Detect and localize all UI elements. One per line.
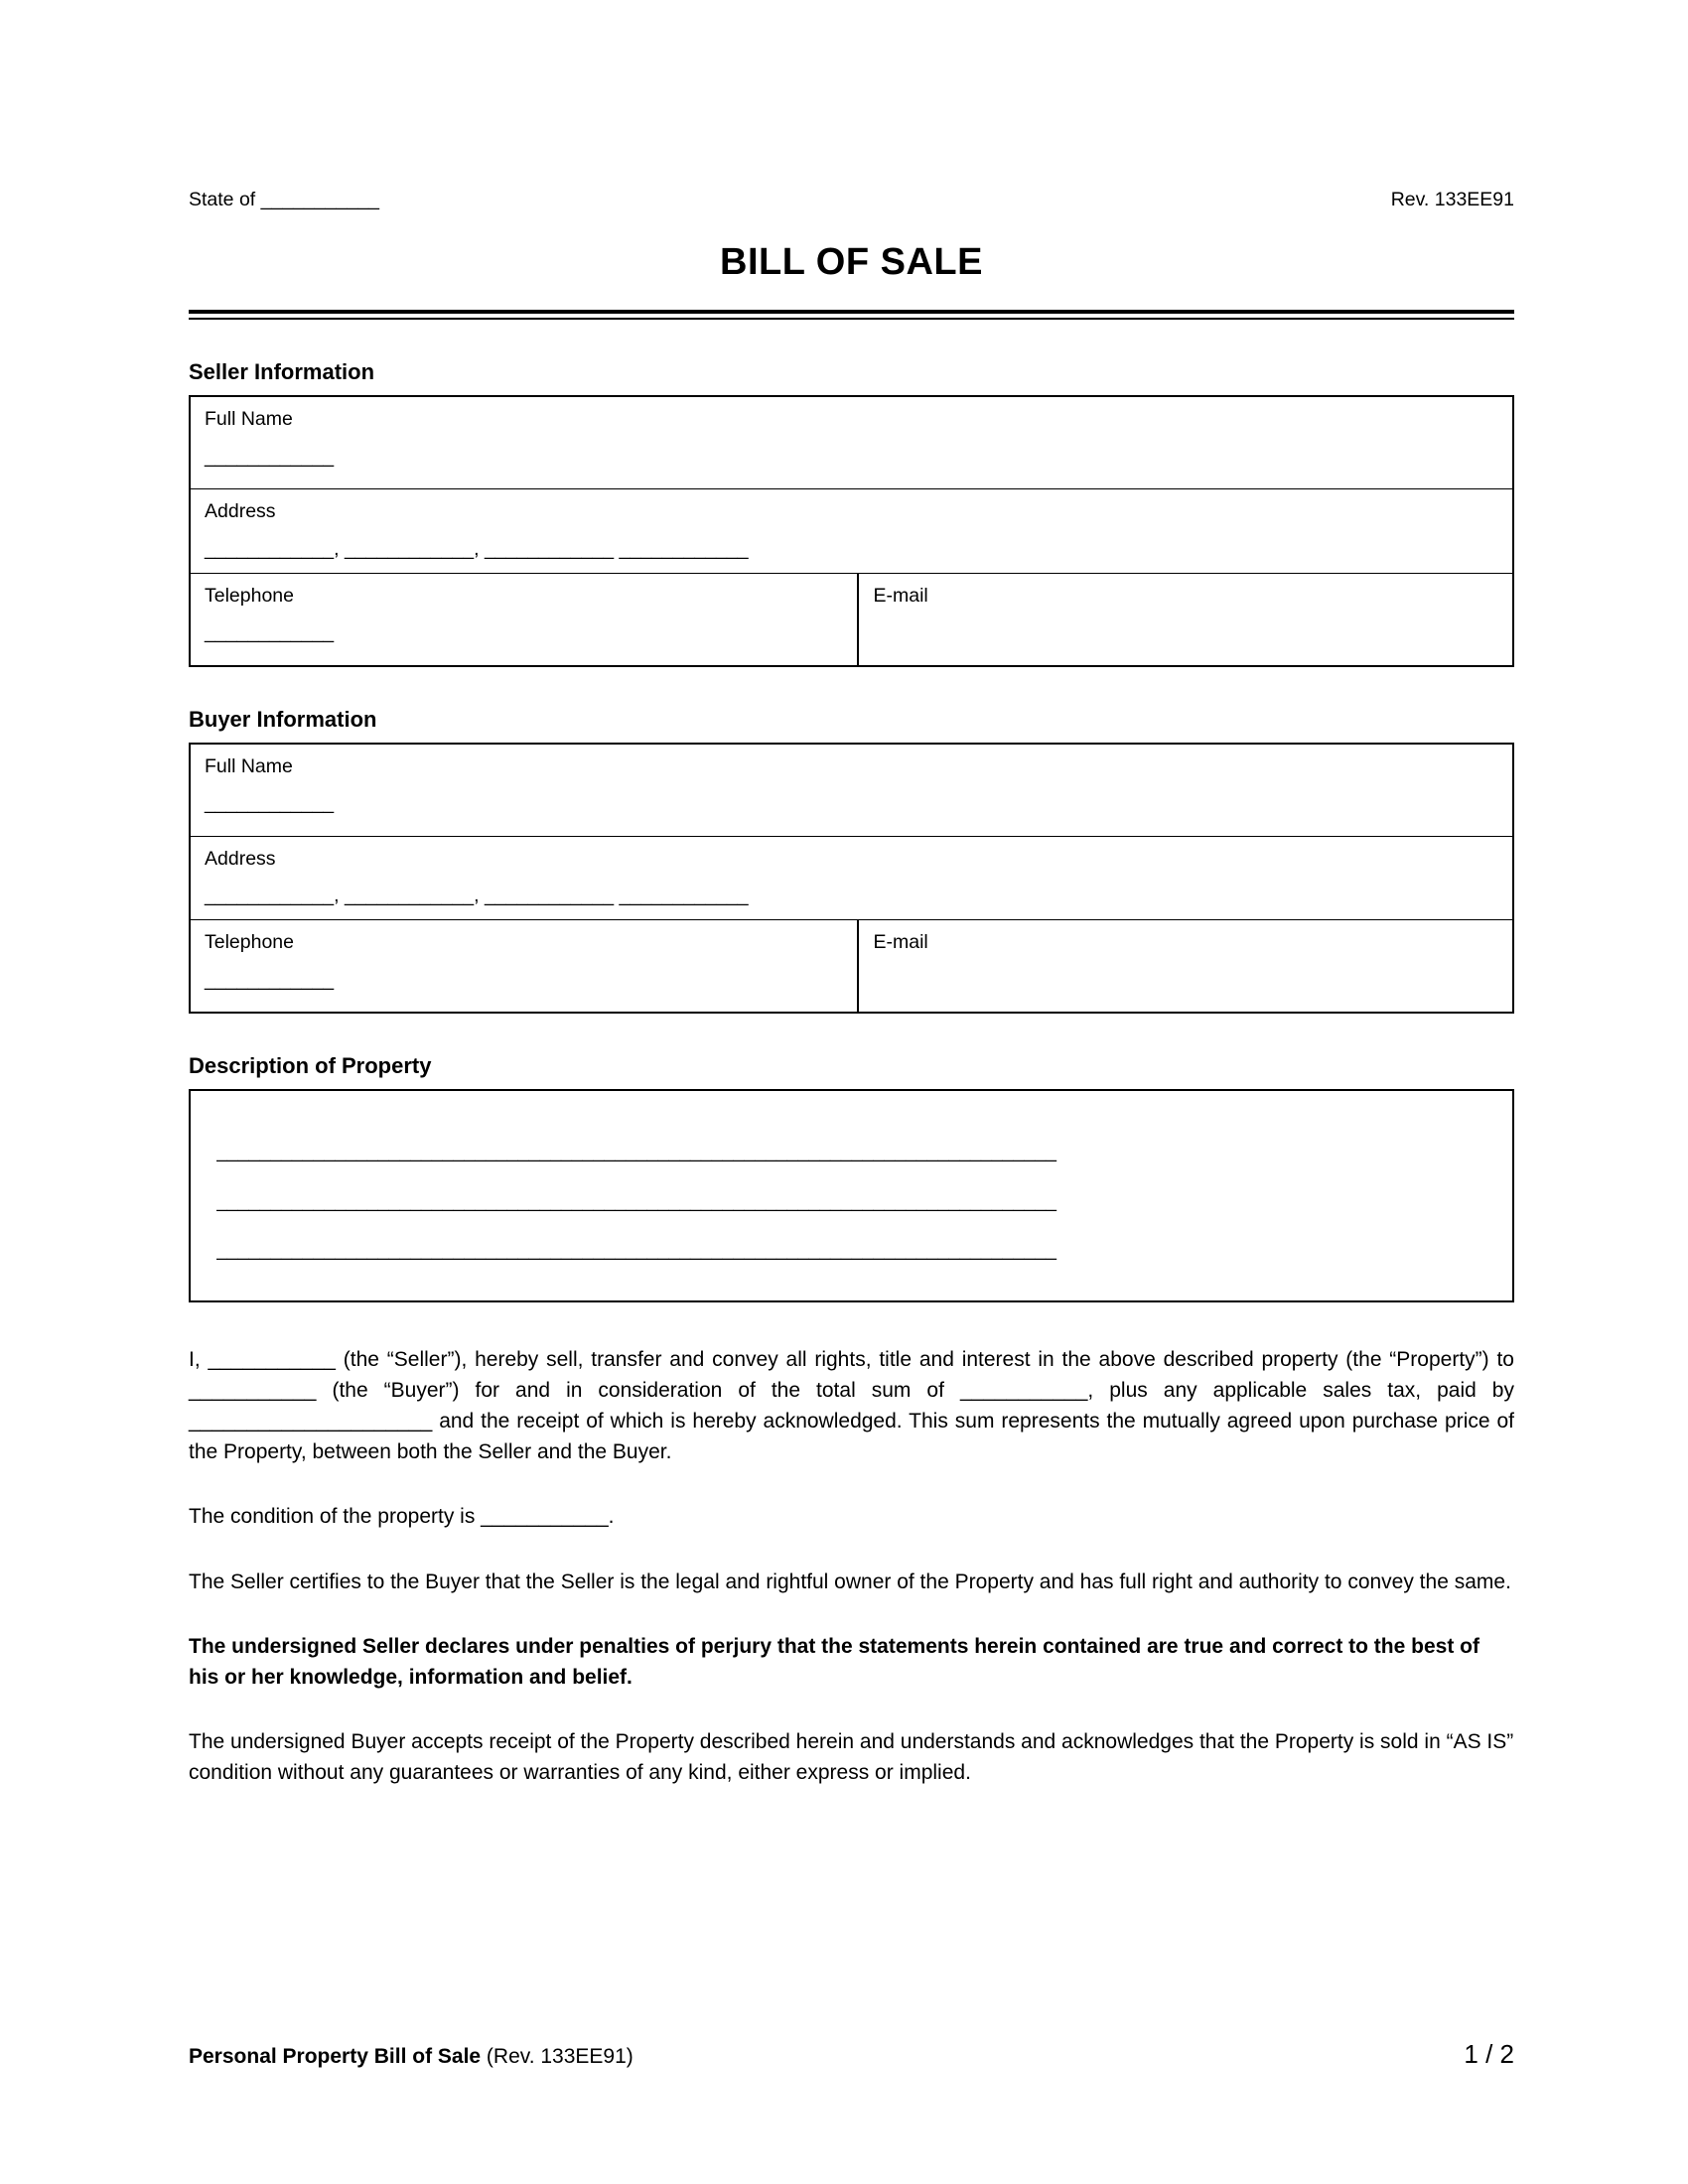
revision-code: Rev. 133EE91	[1390, 189, 1514, 210]
perjury-declaration-paragraph: The undersigned Seller declares under penalties of perjury that the statements herein contained are true and correct to the best of his or her knowledge, information and belief.	[189, 1634, 1479, 1689]
seller-address-row	[191, 489, 1512, 573]
buyer-fullname-input[interactable]: ____________	[205, 792, 335, 815]
buyer-telephone-label: Telephone	[205, 931, 294, 954]
seller-fullname-cell[interactable]	[191, 397, 1512, 488]
buyer-address-label: Address	[205, 847, 276, 870]
property-section-heading: Description of Property	[189, 1053, 432, 1079]
title-divider	[189, 310, 1514, 320]
divider-thick	[189, 310, 1514, 314]
seller-address-input[interactable]: ____________, ____________, ____________ ____________	[205, 537, 749, 560]
divider-thin	[189, 318, 1514, 320]
seller-email-cell[interactable]	[859, 574, 1512, 665]
buyer-telephone-cell[interactable]	[191, 920, 859, 1012]
as-is-acknowledgement-paragraph: The undersigned Buyer accepts receipt of the Property described herein and understands and acknowledges that the Property is sold in “AS IS” condition without any guarantees or warranties of any kind, either express or implied.	[189, 1729, 1514, 1784]
condition-paragraph: The condition of the property is ___________.	[189, 1505, 615, 1529]
buyer-telephone-input[interactable]: ____________	[205, 968, 335, 991]
seller-information-box	[189, 395, 1514, 666]
footer-title-revision: (Rev. 133EE91)	[481, 2045, 633, 2068]
property-description-box[interactable]	[189, 1089, 1514, 1302]
seller-telephone-label: Telephone	[205, 584, 294, 607]
buyer-fullname-cell[interactable]	[191, 745, 1512, 836]
seller-telephone-cell[interactable]	[191, 574, 859, 665]
document-header	[189, 189, 1514, 211]
buyer-address-row	[191, 837, 1512, 920]
seller-contact-row	[191, 574, 1512, 665]
buyer-fullname-label: Full Name	[205, 754, 293, 777]
seller-fullname-row	[191, 397, 1512, 489]
buyer-fullname-row	[191, 745, 1512, 837]
seller-address-label: Address	[205, 500, 276, 523]
property-description-line-1[interactable]: ______________________________________________________________________________	[216, 1143, 1056, 1162]
document-footer	[189, 2039, 1514, 2070]
seller-email-label: E-mail	[873, 584, 928, 607]
seller-fullname-label: Full Name	[205, 408, 293, 431]
property-description-line-3[interactable]: ______________________________________________________________________________	[216, 1241, 1056, 1261]
conveyance-paragraph: I, ___________ (the “Seller”), hereby sell, transfer and convey all rights, title and interest in the above described property (the “Property”) to ___________ (the “Buyer”) for and in consideration of the total sum of ___________, plus any applicable sales tax, paid by _____________________ and the receipt of which is hereby acknowledged. This sum represents the mutually agreed upon purchase price of the Property, between both the Seller and the Buyer.	[189, 1348, 1514, 1464]
footer-title-bold: Personal Property Bill of Sale	[189, 2045, 482, 2068]
ownership-certification-paragraph: The Seller certifies to the Buyer that the Seller is the legal and rightful owner of the Property and has full right and authority to convey the same.	[189, 1570, 1511, 1593]
buyer-address-cell[interactable]	[191, 837, 1512, 919]
seller-fullname-input[interactable]: ____________	[205, 445, 335, 468]
seller-section-heading: Seller Information	[189, 359, 375, 385]
state-of-field: State of ___________	[189, 189, 379, 210]
buyer-address-input[interactable]: ____________, ____________, ____________ ____________	[205, 885, 749, 907]
seller-address-cell[interactable]	[191, 489, 1512, 572]
property-description-line-2[interactable]: ______________________________________________________________________________	[216, 1191, 1056, 1212]
buyer-contact-row	[191, 920, 1512, 1012]
seller-telephone-input[interactable]: ____________	[205, 621, 335, 644]
footer-title	[189, 2045, 633, 2069]
buyer-information-box	[189, 743, 1514, 1014]
buyer-email-cell[interactable]	[859, 920, 1512, 1012]
buyer-section-heading: Buyer Information	[189, 706, 377, 732]
page-title: BILL OF SALE	[720, 241, 983, 284]
page-number: 1 / 2	[1464, 2039, 1514, 2069]
buyer-email-label: E-mail	[873, 931, 928, 954]
